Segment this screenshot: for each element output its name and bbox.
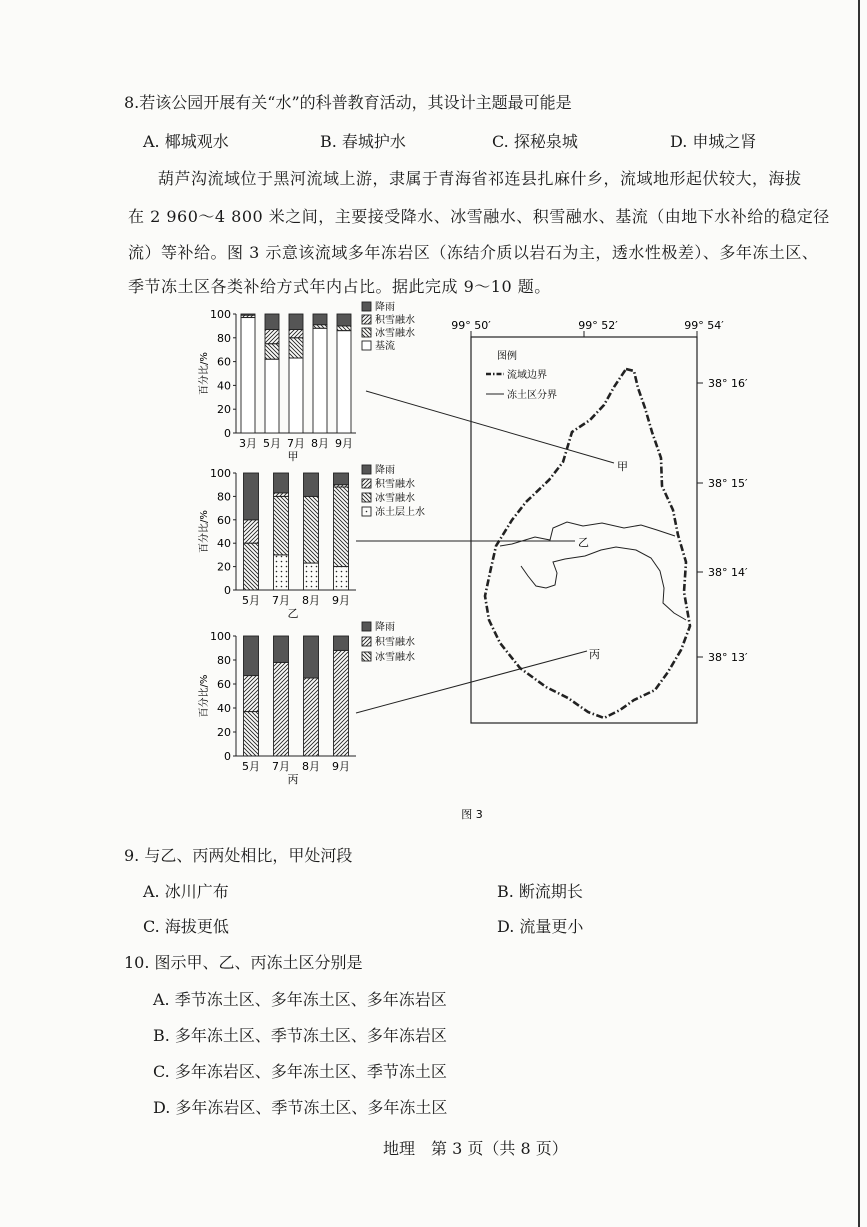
chart-1-bar-segment <box>289 358 303 433</box>
chart-1-x-tick-label: 5月 <box>263 437 281 450</box>
map-lat-label-4: 38° 13′ <box>708 651 748 664</box>
chart-3-legend-swatch <box>362 652 371 661</box>
chart-1-y-tick-label: 40 <box>217 379 231 393</box>
chart-1-x-tick-label: 3月 <box>239 437 257 450</box>
chart-3-legend-label: 积雪融水 <box>375 637 415 648</box>
chart-2-bar-segment <box>274 493 289 497</box>
chart-2-y-tick-label: 40 <box>217 537 231 551</box>
map-label-yi: 乙 <box>578 536 589 549</box>
chart-1-legend-swatch <box>362 328 371 337</box>
chart-1-legend-swatch <box>362 315 371 324</box>
chart-2-bar-segment <box>274 555 289 590</box>
chart-1-legend-label: 基流 <box>375 341 395 352</box>
question-10-option-b: B. 多年冻土区、季节冻土区、多年冻岩区 <box>153 1026 447 1045</box>
chart-1-y-tick-label: 80 <box>217 331 231 345</box>
chart-1-y-axis-label: 百分比/% <box>199 352 210 395</box>
chart-3-bar-segment <box>244 636 259 676</box>
chart-2-bar-segment <box>244 543 259 590</box>
chart-1-bar-segment <box>289 329 303 337</box>
question-9-option-a: A. 冰川广布 <box>143 882 229 901</box>
passage-line-3: 流）等补给。图 3 示意该流域多年冻岩区（冻结介质以岩石为主，透水性极差）、多年冻土区、 <box>128 243 819 262</box>
map-label-bing: 丙 <box>589 648 600 661</box>
chart-3-y-tick-label: 100 <box>210 630 231 643</box>
chart-2-bar-segment <box>304 473 319 496</box>
chart-3-x-tick-label: 7月 <box>272 760 290 773</box>
question-9-stem: 9. 与乙、丙两处相比，甲处河段 <box>124 846 353 865</box>
figure-caption: 图 3 <box>461 808 483 821</box>
chart-2-bar-segment <box>304 563 319 590</box>
chart-1-bar-segment <box>241 318 255 433</box>
chart-1-bar-segment <box>337 331 351 433</box>
chart-3-bar-segment <box>334 650 349 756</box>
chart-1-bar-segment <box>265 344 279 359</box>
question-8-option-c: C. 探秘泉城 <box>492 132 578 151</box>
chart-3-bar-segment <box>334 636 349 650</box>
chart-2-y-tick-label: 60 <box>217 513 231 527</box>
chart-1-bar-segment <box>265 359 279 433</box>
chart-1-bar-segment <box>265 329 279 343</box>
chart-3-legend-swatch <box>362 622 371 631</box>
page-footer: 地理 第 3 页（共 8 页） <box>383 1139 568 1158</box>
chart-1-title: 甲 <box>287 450 299 463</box>
chart-1-legend-label: 降雨 <box>375 302 395 313</box>
chart-2-y-tick-label: 0 <box>224 584 231 597</box>
legend-basin-boundary-label: 流域边界 <box>507 370 547 381</box>
chart-1-y-tick-label: 100 <box>210 308 231 321</box>
chart-2-bar-segment <box>334 473 349 485</box>
chart-3-legend-label: 冰雪融水 <box>375 652 415 663</box>
chart-1-bar-segment <box>313 325 327 329</box>
map-lat-label-1: 38° 16′ <box>708 377 748 390</box>
chart-1-y-tick-label: 20 <box>217 403 231 417</box>
chart-2-bar-segment <box>334 487 349 567</box>
chart-2-y-tick-label: 100 <box>210 467 231 480</box>
chart-2-x-tick-label: 5月 <box>242 594 260 607</box>
chart-3-bar-segment <box>274 662 289 756</box>
chart-2-bar-segment <box>304 496 319 563</box>
chart-1-bar-segment <box>289 314 303 329</box>
chart-1-legend-swatch <box>362 302 371 311</box>
chart-1-bar-segment <box>241 314 255 315</box>
chart-1-bar-segment <box>337 314 351 326</box>
map-lon-label-3: 99° 54′ <box>684 319 724 332</box>
chart-1-bar-segment <box>337 326 351 331</box>
passage-line-1: 葫芦沟流域位于黑河流域上游，隶属于青海省祁连县扎麻什乡，流域地形起伏较大，海拔 <box>158 169 802 188</box>
chart-2-bar-segment <box>274 473 289 493</box>
chart-3-bar-segment <box>274 636 289 662</box>
chart-3-y-tick-label: 80 <box>217 654 231 667</box>
chart-2-y-tick-label: 80 <box>217 490 231 504</box>
chart-2-bar-segment <box>274 496 289 555</box>
question-10-stem: 10. 图示甲、乙、丙冻土区分别是 <box>124 953 363 972</box>
question-8-option-d: D. 申城之肾 <box>670 132 757 151</box>
question-8-option-a: A. 椰城观水 <box>143 132 229 151</box>
chart-1-y-tick-label: 60 <box>217 355 231 369</box>
chart-2-y-axis-label: 百分比/% <box>199 510 210 553</box>
chart-1-bar-segment <box>313 328 327 433</box>
boundary-yi-bing <box>521 547 686 620</box>
chart-2-legend-swatch <box>362 507 371 516</box>
chart-3-legend-swatch <box>362 637 371 646</box>
chart-1-legend-label: 积雪融水 <box>375 315 415 326</box>
question-9-option-c: C. 海拔更低 <box>143 917 229 936</box>
question-10-option-c: C. 多年冻岩区、多年冻土区、季节冻土区 <box>153 1062 447 1081</box>
map-label-jia: 甲 <box>617 460 628 473</box>
chart-2-bar-segment <box>334 567 349 590</box>
chart-1-bar-segment <box>313 314 327 325</box>
map-lat-label-2: 38° 15′ <box>708 477 748 490</box>
chart-1-legend-label: 冰雪融水 <box>375 328 415 339</box>
chart-1-x-tick-label: 7月 <box>287 437 305 450</box>
chart-3-y-tick-label: 0 <box>224 750 231 763</box>
map-lon-label-2: 99° 52′ <box>578 319 618 332</box>
chart-2-legend-label: 冰雪融水 <box>375 493 415 504</box>
legend-permafrost-boundary-label: 冻土区分界 <box>507 390 557 401</box>
chart-2-legend-swatch <box>362 493 371 502</box>
map-lon-label-1: 99° 50′ <box>451 319 491 332</box>
chart-2-x-tick-label: 7月 <box>272 594 290 607</box>
chart-3-x-tick-label: 5月 <box>242 760 260 773</box>
chart-3-y-axis-label: 百分比/% <box>199 674 210 718</box>
passage-line-2: 在 2 960～4 800 米之间，主要接受降水、冰雪融水、积雪融水、基流（由地下水补给的稳定径 <box>128 207 830 226</box>
question-10-option-a: A. 季节冻土区、多年冻土区、多年冻岩区 <box>153 990 447 1009</box>
chart-2-legend-label: 冻土层上水 <box>375 507 425 518</box>
chart-2-legend-label: 降雨 <box>375 465 395 476</box>
chart-1-x-tick-label: 9月 <box>335 437 353 450</box>
map-legend-title: 图例 <box>497 351 517 362</box>
chart-1-bar-segment <box>265 314 279 329</box>
chart-2-x-tick-label: 9月 <box>332 594 350 607</box>
chart-3-bar-segment <box>244 712 259 756</box>
chart-1-legend-swatch <box>362 341 371 350</box>
chart-2-bar-segment <box>244 473 259 520</box>
chart-3-x-tick-label: 9月 <box>332 760 350 773</box>
chart-3-bar-segment <box>244 676 259 712</box>
chart-1-bar-segment <box>289 338 303 358</box>
chart-2-y-tick-label: 20 <box>217 560 231 574</box>
chart-3-bar-segment <box>304 636 319 678</box>
chart-3-x-tick-label: 8月 <box>302 760 320 773</box>
chart-3-legend-label: 降雨 <box>375 622 395 633</box>
chart-1-y-tick-label: 0 <box>224 427 231 440</box>
chart-1-x-tick-label: 8月 <box>311 437 329 450</box>
chart-3-y-tick-label: 40 <box>217 702 231 715</box>
question-8-option-b: B. 春城护水 <box>320 132 406 151</box>
chart-2-x-tick-label: 8月 <box>302 594 320 607</box>
chart-3-y-tick-label: 20 <box>217 726 231 739</box>
passage-line-4: 季节冻土区各类补给方式年内占比。据此完成 9～10 题。 <box>128 277 551 296</box>
question-10-option-d: D. 多年冻岩区、季节冻土区、多年冻土区 <box>153 1098 448 1117</box>
leader-line-jia <box>366 391 614 463</box>
chart-3-title: 丙 <box>287 773 299 786</box>
chart-3-bar-segment <box>304 678 319 756</box>
map-lat-label-3: 38° 14′ <box>708 566 748 579</box>
chart-2-legend-swatch <box>362 479 371 488</box>
question-8-stem: 8.若该公园开展有关“水”的科普教育活动，其设计主题最可能是 <box>124 93 572 112</box>
chart-2-legend-label: 积雪融水 <box>375 479 415 490</box>
chart-2-title: 乙 <box>287 607 299 620</box>
chart-3-y-tick-label: 60 <box>217 678 231 691</box>
question-9-option-b: B. 断流期长 <box>497 882 583 901</box>
chart-2-bar-segment <box>244 520 259 543</box>
chart-2-legend-swatch <box>362 465 371 474</box>
question-9-option-d: D. 流量更小 <box>497 917 584 936</box>
